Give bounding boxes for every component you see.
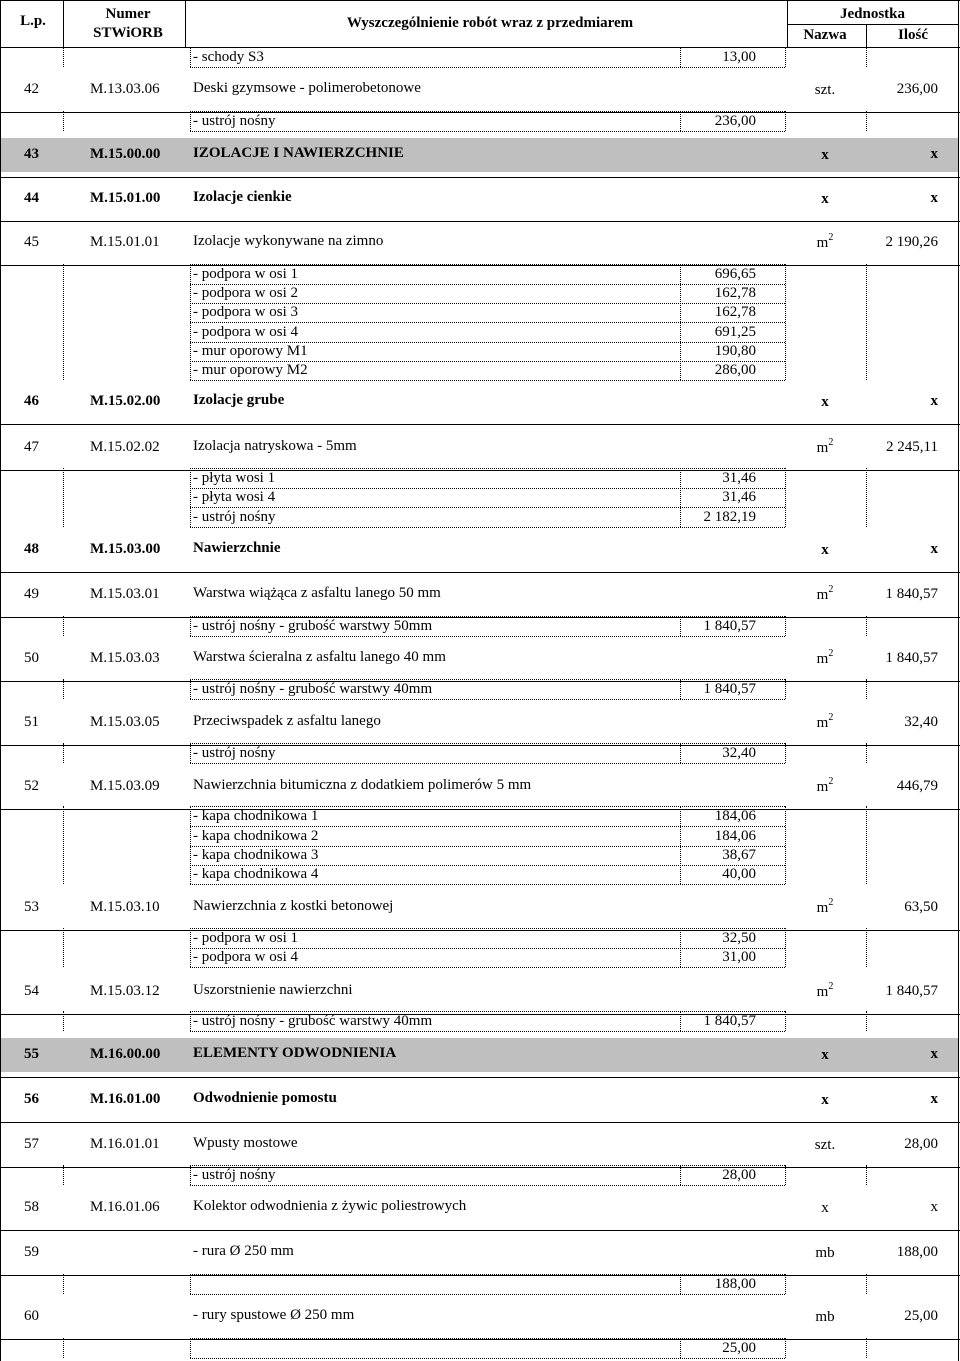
sub-block-unit-border (866, 1165, 867, 1185)
sub-block-left-border (63, 1274, 64, 1294)
sub-item-value: 38,67 (722, 847, 756, 863)
sub-block-right-border (785, 679, 786, 699)
sub-block-mid-border (190, 1165, 191, 1185)
spec-code: M.16.01.06 (90, 1199, 160, 1215)
item-number: 45 (24, 234, 39, 250)
sub-item-value: 162,78 (714, 285, 756, 301)
sub-item-value: 31,00 (722, 949, 756, 965)
sub-row-dotted-line (190, 67, 785, 68)
header-unit-split (787, 24, 959, 25)
item-number: 47 (24, 439, 39, 455)
unit-name: $m^2$ (816, 584, 834, 603)
sub-row-dotted-line (190, 884, 785, 885)
sub-row-dotted-top (190, 47, 785, 48)
sub-block-unit-border (866, 928, 867, 967)
spec-code: M.15.02.00 (90, 393, 161, 409)
spec-code: M.16.01.01 (90, 1136, 160, 1152)
item-number: 46 (24, 393, 39, 409)
row-separator (0, 1230, 960, 1231)
sub-item-value: 184,06 (714, 828, 756, 844)
sub-block-right-border (785, 928, 786, 967)
sub-block-val-border (680, 1274, 681, 1294)
sub-block-mid-border (190, 1274, 191, 1294)
sub-block-val-border (680, 264, 681, 380)
sub-row-dotted-top (190, 468, 785, 469)
sub-item-description: - ustrój nośny (193, 509, 276, 525)
sub-block-right-border (785, 1011, 786, 1031)
sub-item-description: - kapa chodnikowa 2 (193, 828, 319, 844)
item-number: 48 (24, 541, 39, 557)
row-separator (0, 470, 960, 471)
item-description: Wpusty mostowe (193, 1135, 298, 1151)
quantity-value: x (930, 190, 938, 206)
sub-row-dotted-top (190, 679, 785, 680)
item-number: 42 (24, 81, 39, 97)
sub-block-mid-border (190, 806, 191, 884)
sub-block-unit-border (866, 1274, 867, 1294)
row-separator (0, 177, 960, 178)
sub-block-mid-border (190, 468, 191, 527)
item-number: 53 (24, 899, 39, 915)
sub-item-value: 32,40 (722, 745, 756, 761)
sub-block-val-border (680, 111, 681, 131)
sub-item-value: 696,65 (714, 266, 756, 282)
sub-item-description: - ustrój nośny - grubość warstwy 40mm (193, 1013, 433, 1029)
sub-block-val-border (680, 468, 681, 527)
sub-block-mid-border (190, 679, 191, 699)
item-description: - rura Ø 250 mm (193, 1243, 294, 1259)
quantity-value: 236,00 (896, 81, 938, 97)
sub-item-description: - płyta wosi 1 (193, 470, 276, 486)
spec-code: M.15.03.12 (90, 983, 160, 999)
sub-block-right-border (785, 616, 786, 636)
row-separator (0, 809, 960, 810)
sub-item-value: 31,46 (722, 470, 756, 486)
item-description: Deski gzymsowe - polimerobetonowe (193, 80, 421, 96)
sub-block-mid-border (190, 743, 191, 763)
unit-name: $m^2$ (816, 232, 834, 251)
row-separator (0, 1167, 960, 1168)
sub-item-value: 2 182,19 (703, 509, 756, 525)
sub-block-mid-border (190, 1011, 191, 1031)
sub-row-dotted-line (190, 1358, 785, 1359)
sub-block-unit-border (866, 806, 867, 884)
sub-item-value: 1 840,57 (703, 618, 756, 634)
quantity-value: x (930, 393, 938, 409)
sub-row-dotted-line (190, 967, 785, 968)
unit-name: $m^2$ (816, 776, 834, 795)
item-number: 49 (24, 586, 39, 602)
sub-item-description: - podpora w osi 3 (193, 304, 298, 320)
row-separator (0, 745, 960, 746)
unit-name: x (821, 191, 829, 207)
row-separator (0, 1339, 960, 1340)
quantity-value: 2 190,26 (885, 234, 938, 250)
unit-name: x (821, 1047, 829, 1063)
sub-item-value: 31,46 (722, 489, 756, 505)
header-numer: Numer (105, 6, 151, 22)
item-number: 57 (24, 1136, 39, 1152)
unit-name: mb (815, 1245, 835, 1261)
sub-block-unit-border (866, 264, 867, 380)
sub-item-value: 190,80 (714, 343, 756, 359)
sub-item-description: - kapa chodnikowa 4 (193, 866, 319, 882)
spec-code: M.15.03.05 (90, 714, 160, 730)
row-separator (0, 1014, 960, 1015)
spec-code: M.15.03.03 (90, 650, 160, 666)
row-separator (0, 221, 960, 222)
sub-row-dotted-line (190, 380, 785, 381)
sub-block-right-border (785, 264, 786, 380)
item-number: 51 (24, 714, 39, 730)
sub-item-description: - ustrój nośny (193, 745, 276, 761)
item-number: 58 (24, 1199, 39, 1215)
unit-name: x (821, 394, 829, 410)
row-separator (0, 681, 960, 682)
sub-item-description: - podpora w osi 1 (193, 930, 298, 946)
sub-block-right-border (785, 806, 786, 884)
spec-code: M.15.03.10 (90, 899, 160, 915)
unit-name: $m^2$ (816, 648, 834, 667)
unit-name: x (821, 542, 829, 558)
header-col-divider-2 (185, 0, 186, 47)
sub-block-right-border (785, 468, 786, 527)
sub-row-dotted-top (190, 928, 785, 929)
quantity-value: 188,00 (896, 1244, 938, 1260)
row-separator (0, 572, 960, 573)
sub-block-right-border (785, 1338, 786, 1358)
spec-code: M.15.01.01 (90, 234, 160, 250)
sub-item-description: - mur oporowy M2 (193, 362, 308, 378)
quantity-value: 2 245,11 (886, 439, 938, 455)
sub-row-dotted-top (190, 264, 785, 265)
sub-block-left-border (63, 47, 64, 67)
row-separator (0, 265, 960, 266)
sub-row-dotted-line (190, 507, 785, 508)
header-quantity: Ilość (898, 27, 928, 43)
sub-row-dotted-line (190, 699, 785, 700)
row-separator (0, 1275, 960, 1276)
sub-block-unit-border (866, 616, 867, 636)
row-separator (0, 112, 960, 113)
sub-row-dotted-line (190, 1294, 785, 1295)
sub-block-left-border (63, 1165, 64, 1185)
sub-item-value: 236,00 (714, 113, 756, 129)
item-description: - rury spustowe Ø 250 mm (193, 1307, 355, 1323)
sub-row-dotted-top (190, 743, 785, 744)
sub-block-left-border (63, 1338, 64, 1358)
item-description: Odwodnienie pomostu (193, 1090, 337, 1106)
sub-block-left-border (63, 111, 64, 131)
spec-code: M.15.03.00 (90, 541, 161, 557)
sub-item-description: - ustrój nośny (193, 1167, 276, 1183)
item-number: 60 (24, 1308, 39, 1324)
sub-row-dotted-line (190, 1185, 785, 1186)
item-description: Nawierzchnie (193, 540, 281, 556)
sub-block-val-border (680, 928, 681, 967)
quantity-value: 1 840,57 (885, 586, 938, 602)
unit-name: x (821, 147, 829, 163)
sub-row-dotted-line (190, 763, 785, 764)
sub-item-value: 286,00 (714, 362, 756, 378)
sub-block-unit-border (866, 743, 867, 763)
unit-name: $m^2$ (816, 981, 834, 1000)
sub-block-left-border (63, 468, 64, 527)
sub-item-description: - kapa chodnikowa 3 (193, 847, 319, 863)
header-col-divider-1 (63, 0, 64, 47)
quantity-value: 25,00 (904, 1308, 938, 1324)
sub-row-dotted-top (190, 111, 785, 112)
item-number: 44 (24, 190, 39, 206)
item-number: 55 (24, 1046, 39, 1062)
header-col-divider-4 (866, 24, 867, 47)
sub-block-val-border (680, 806, 681, 884)
sub-block-unit-border (866, 679, 867, 699)
item-description: Warstwa ścieralna z asfaltu lanego 40 mm (193, 649, 446, 665)
sub-block-mid-border (190, 47, 191, 67)
sub-block-right-border (785, 743, 786, 763)
quantity-value: x (930, 541, 938, 557)
sub-block-mid-border (190, 264, 191, 380)
sub-item-value: 40,00 (722, 866, 756, 882)
sub-block-left-border (63, 616, 64, 636)
item-number: 50 (24, 650, 39, 666)
sub-block-right-border (785, 1165, 786, 1185)
sub-item-value: 162,78 (714, 304, 756, 320)
quantity-value: 28,00 (904, 1136, 938, 1152)
unit-name: x (821, 1200, 829, 1216)
sub-item-description: - podpora w osi 4 (193, 949, 298, 965)
quantity-value: 63,50 (904, 899, 938, 915)
sub-row-dotted-top (190, 1011, 785, 1012)
sub-block-val-border (680, 743, 681, 763)
sub-block-left-border (63, 1011, 64, 1031)
item-description: Izolacje grube (193, 392, 285, 408)
sub-block-mid-border (190, 928, 191, 967)
item-number: 56 (24, 1091, 39, 1107)
sub-block-unit-border (866, 1338, 867, 1358)
quantity-value: x (930, 1199, 938, 1215)
row-separator (0, 930, 960, 931)
item-description: Nawierzchnia bitumiczna z dodatkiem polimerów 5 mm (193, 777, 532, 793)
spec-code: M.15.00.00 (90, 146, 161, 162)
sub-row-dotted-line (190, 322, 785, 323)
unit-name: szt. (814, 1137, 836, 1153)
sub-row-dotted-line (190, 527, 785, 528)
sub-block-unit-border (866, 111, 867, 131)
header-lp: L.p. (20, 13, 46, 29)
sub-row-dotted-line (190, 1031, 785, 1032)
sub-item-value: 1 840,57 (703, 1013, 756, 1029)
sub-block-left-border (63, 928, 64, 967)
item-description: Izolacje cienkie (193, 189, 292, 205)
header-unit-group: Jednostka (839, 6, 906, 22)
header-top-line (0, 0, 960, 1)
sub-item-value: 1 840,57 (703, 681, 756, 697)
item-number: 54 (24, 983, 39, 999)
sub-item-description: - podpora w osi 1 (193, 266, 298, 282)
item-description: Izolacje wykonywane na zimno (193, 233, 384, 249)
sub-item-description: - ustrój nośny (193, 113, 276, 129)
sub-block-mid-border (190, 111, 191, 131)
unit-name: $m^2$ (816, 712, 834, 731)
sub-block-left-border (63, 743, 64, 763)
item-description: Przeciwspadek z asfaltu lanego (193, 713, 381, 729)
item-description: Nawierzchnia z kostki betonowej (193, 898, 394, 914)
sub-block-val-border (680, 616, 681, 636)
sub-item-description: - ustrój nośny - grubość warstwy 50mm (193, 618, 433, 634)
item-number: 59 (24, 1244, 39, 1260)
unit-name: x (821, 1092, 829, 1108)
item-description: Izolacja natryskowa - 5mm (193, 438, 357, 454)
spec-code: M.16.00.00 (90, 1046, 161, 1062)
sub-item-description: - schody S3 (193, 49, 264, 65)
sub-row-dotted-line (190, 826, 785, 827)
sub-block-unit-border (866, 47, 867, 67)
quantity-value: x (930, 1091, 938, 1107)
row-separator (0, 1122, 960, 1123)
item-description: Warstwa wiążąca z asfaltu lanego 50 mm (193, 585, 441, 601)
sub-item-value: 691,25 (714, 324, 756, 340)
sub-block-val-border (680, 679, 681, 699)
sub-block-val-border (680, 1338, 681, 1358)
quantity-value: 1 840,57 (885, 983, 938, 999)
sub-block-val-border (680, 1011, 681, 1031)
sub-row-dotted-top (190, 1165, 785, 1166)
quantity-value: 32,40 (904, 714, 938, 730)
spec-code: M.15.03.01 (90, 586, 160, 602)
row-separator (0, 617, 960, 618)
sub-block-left-border (63, 679, 64, 699)
sub-block-val-border (680, 1165, 681, 1185)
sub-block-mid-border (190, 1338, 191, 1358)
sub-item-description: - podpora w osi 2 (193, 285, 298, 301)
row-separator (0, 424, 960, 425)
quantity-value: x (930, 146, 938, 162)
spec-code: M.13.03.06 (90, 81, 160, 97)
sub-row-dotted-line (190, 131, 785, 132)
sub-row-dotted-line (190, 636, 785, 637)
header-description: Wyszczególnienie robót wraz z przedmiarem (346, 15, 634, 31)
unit-name: $m^2$ (816, 897, 834, 916)
sub-item-description: - ustrój nośny - grubość warstwy 40mm (193, 681, 433, 697)
sub-item-value: 188,00 (714, 1276, 756, 1292)
spec-code: M.15.03.09 (90, 778, 160, 794)
sub-block-left-border (63, 806, 64, 884)
row-separator (0, 1077, 960, 1078)
unit-name: mb (815, 1309, 835, 1325)
sub-item-value: 28,00 (722, 1167, 756, 1183)
sub-block-mid-border (190, 616, 191, 636)
unit-name: $m^2$ (816, 437, 834, 456)
sub-item-value: 13,00 (722, 49, 756, 65)
sub-row-dotted-top (190, 1274, 785, 1275)
spec-code: M.16.01.00 (90, 1091, 161, 1107)
spec-code: M.15.02.02 (90, 439, 160, 455)
item-number: 52 (24, 778, 39, 794)
quantity-value: 446,79 (896, 778, 938, 794)
sub-block-unit-border (866, 1011, 867, 1031)
sub-item-description: - mur oporowy M1 (193, 343, 308, 359)
sub-item-description: - podpora w osi 4 (193, 324, 298, 340)
sub-block-right-border (785, 111, 786, 131)
sub-row-dotted-top (190, 1338, 785, 1339)
sub-block-right-border (785, 47, 786, 67)
sub-item-value: 25,00 (722, 1340, 756, 1356)
item-description: IZOLACJE I NAWIERZCHNIE (193, 145, 404, 161)
quantity-value: 1 840,57 (885, 650, 938, 666)
sub-row-dotted-top (190, 616, 785, 617)
unit-name: szt. (814, 82, 836, 98)
item-description: Uszorstnienie nawierzchni (193, 982, 353, 998)
sub-item-description: - kapa chodnikowa 1 (193, 808, 319, 824)
item-description: Kolektor odwodnienia z żywic poliestrowych (193, 1198, 467, 1214)
quantity-value: x (930, 1046, 938, 1062)
header-stwiorb: STWiORB (93, 25, 163, 41)
sub-block-left-border (63, 264, 64, 380)
sub-item-value: 32,50 (722, 930, 756, 946)
sub-item-value: 184,06 (714, 808, 756, 824)
sub-block-unit-border (866, 468, 867, 527)
sub-block-right-border (785, 1274, 786, 1294)
sub-row-dotted-top (190, 806, 785, 807)
spec-code: M.15.01.00 (90, 190, 161, 206)
header-unit-name: Nazwa (803, 27, 847, 43)
item-number: 43 (24, 146, 39, 162)
item-description: ELEMENTY ODWODNIENIA (193, 1045, 397, 1061)
sub-item-description: - płyta wosi 4 (193, 489, 276, 505)
sub-block-val-border (680, 47, 681, 67)
